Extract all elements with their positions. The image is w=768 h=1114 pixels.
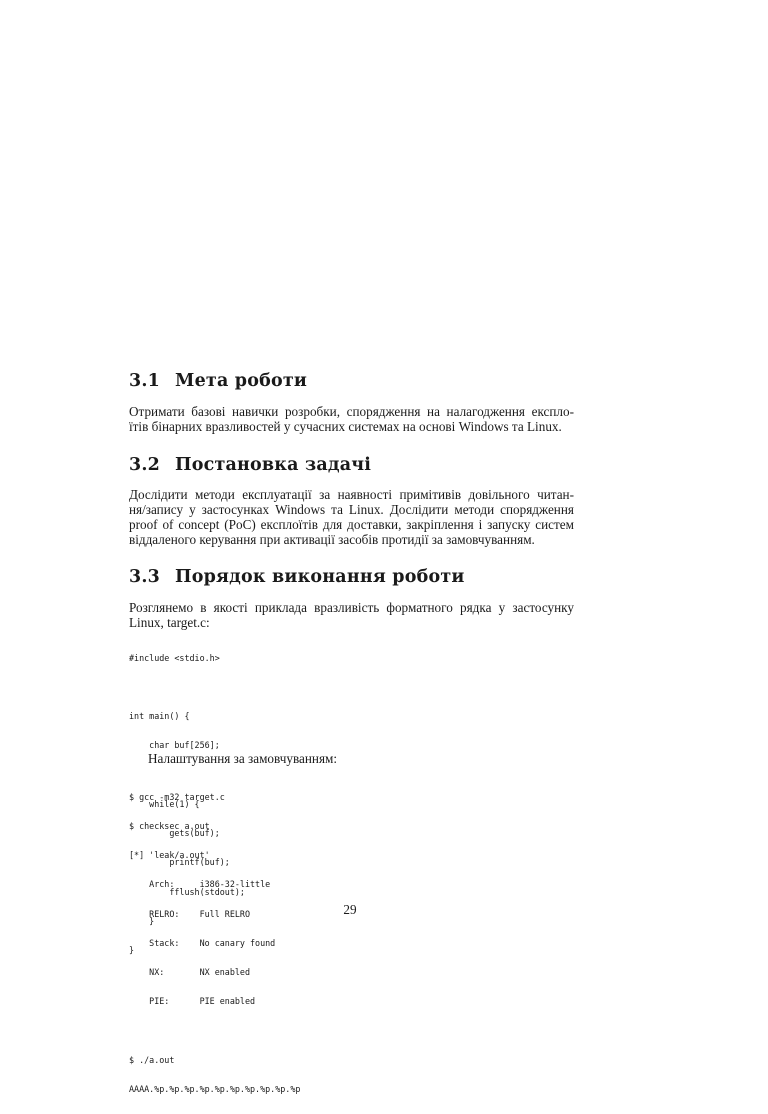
code-line: PIE: PIE enabled — [129, 996, 256, 1007]
defaults-caption: Налаштування за замовчуванням: — [148, 751, 338, 766]
code-line: #include <stdio.h> — [129, 652, 220, 663]
code-line: AAAA.%p.%p.%p.%p.%p.%p.%p.%p.%p.%p — [129, 1084, 301, 1094]
section-heading-3-3 — [129, 567, 465, 587]
section-number: 3.1 — [129, 371, 161, 391]
code-line: NX: NX enabled — [129, 967, 251, 977]
section-paragraph-3-3 — [129, 600, 574, 630]
paragraph-line: Дослідити методи експлуатації за наявності примітивів довільного читан- — [129, 487, 574, 502]
code-line: char buf[256]; — [129, 740, 220, 751]
paragraph-line: Розглянемо в якості приклада вразливість форматного рядка у застосунку — [129, 600, 574, 615]
paragraph-line: віддаленого керування при активації засобів протидії за замовчуванням. — [129, 532, 535, 547]
code-line: $ ./a.out — [129, 1054, 175, 1065]
section-title: Постановка задачі — [175, 455, 372, 475]
code-line: [*] 'leak/a.out' — [129, 850, 210, 860]
page-number: 29 — [343, 902, 357, 917]
section-paragraph-3-2 — [129, 487, 574, 547]
code-line: int main() { — [129, 711, 190, 721]
code-line: } — [129, 915, 155, 926]
section-title: Порядок виконання роботи — [175, 567, 465, 587]
paragraph-line: Linux, target.c: — [129, 615, 210, 630]
code-listing-terminal — [129, 773, 300, 1114]
code-line: Stack: No canary found — [129, 937, 276, 948]
code-line — [129, 1027, 300, 1037]
code-line: $ checksec a.out — [129, 820, 210, 831]
section-number: 3.3 — [129, 567, 161, 587]
section-paragraph-3-1 — [129, 404, 574, 434]
paragraph-line: ня/запису у застосунках Windows та Linux. Дослідити методи спорядження — [129, 502, 574, 517]
code-line: printf(buf); — [129, 857, 230, 868]
section-title: Мета роботи — [175, 371, 308, 391]
section-number: 3.2 — [129, 455, 161, 475]
paragraph-line: Отримати базові навички розробки, спорядження на налагодження експло- — [129, 404, 574, 419]
section-heading-3-1 — [129, 371, 307, 391]
code-line: Arch: i386-32-little — [129, 879, 271, 890]
code-line: } — [129, 945, 135, 955]
section-heading-3-2 — [129, 455, 371, 475]
code-line: gets(buf); — [129, 828, 220, 838]
code-line: fflush(stdout); — [129, 886, 245, 897]
paragraph-line: їтів бінарних вразливостей у сучасних системах на основі Windows та Linux. — [129, 419, 562, 434]
paragraph-line: proof of concept (PoC) експлоїтів для доставки, закріплення і запуску систем — [129, 517, 574, 532]
code-line: $ gcc -m32 target.c — [129, 791, 225, 802]
code-line: while(1) { — [129, 798, 200, 809]
code-line: RELRO: Full RELRO — [129, 908, 251, 919]
code-line — [129, 683, 245, 693]
